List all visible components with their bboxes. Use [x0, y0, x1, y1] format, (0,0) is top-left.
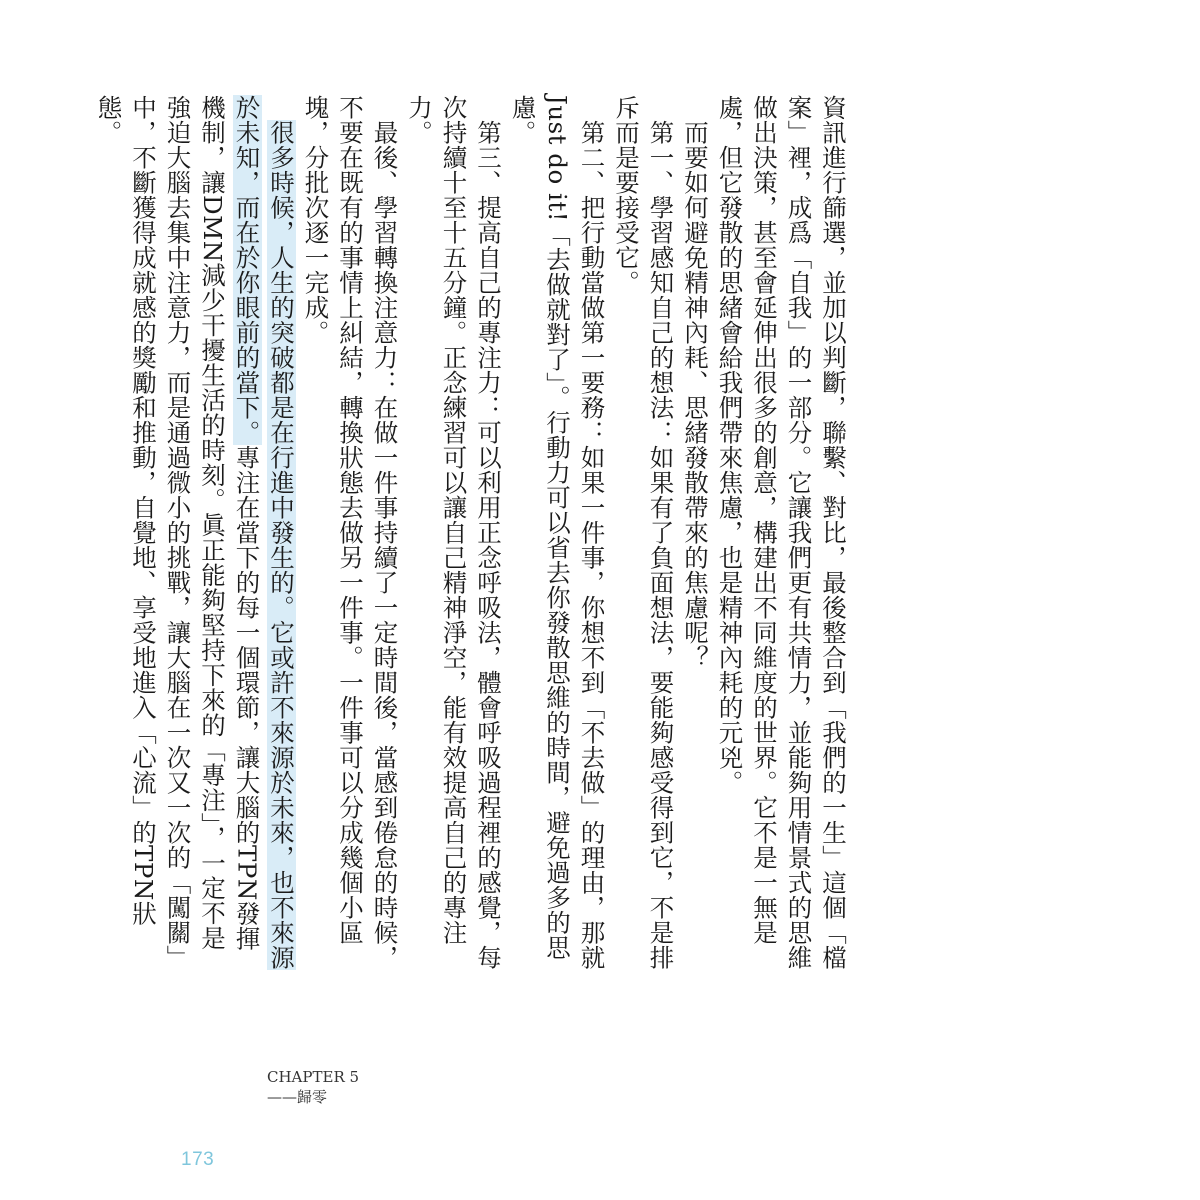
- paragraph-7-rest: 專注在當下的每一個環節，讓大腦的TPN發揮機制，讓DMN減少干擾生活的時刻。眞正能夠堅持下來的「專注」，一定不是強迫大腦去集中注意力，而是通過微小的挑戰，讓大腦在一次又一次的「闖關」中，不斷獲得成就感的獎勵和推動，自覺地、享受地進入「心流」的TPN狀態。: [94, 95, 262, 970]
- chapter-label: CHAPTER 5: [267, 1068, 360, 1086]
- paragraph-7: [91, 95, 298, 975]
- paragraph-2: 而要如何避免精神內耗、思緒發散帶來的焦慮呢？: [681, 119, 710, 670]
- paragraph-1: 資訊進行篩選，並加以判斷，聯繫、對比，最後整合到「我們的一生」這個「檔案」裡，成爲「自我」的一部分。它讓我們更有共情力，並能夠用情景式的思維做出決策，甚至會延伸出很多的創意，構建出不同維度的世界。它不是一無是處，但它發散的思緒會給我們帶來焦慮，也是精神內耗的元兇。: [715, 95, 848, 970]
- paragraph-3: 第一、學習感知自己的想法：如果有了負面想法，要能夠感受得到它，不是排斥而是要接受它。: [612, 95, 676, 970]
- paragraph-6: 最後、學習轉換注意力：在做一件事持續了一定時間後，當感到倦怠的時候，不要在既有的事情上糾結，轉換狀態去做另一件事。一件事可以分成幾個小區塊，分批次逐一完成。: [301, 95, 400, 970]
- highlighted-text: 很多時候，人生的突破都是在行進中發生的。它或許不來源於未來，也不來源於未知，而在於你眼前的當下。: [232, 95, 296, 970]
- paragraph-4: 第二、把行動當做第一要務：如果一件事，你想不到「不去做」的理由，那就Just do it!「去做就對了」。行動力可以省去你發散思維的時間，避免過多的思慮。: [508, 95, 607, 970]
- paragraph-5: 第三、提高自己的專注力：可以利用正念呼吸法，體會呼吸過程裡的感覺，每次持續十至十五分鐘。正念練習可以讓自己精神淨空，能有效提高自己的專注力。: [405, 95, 503, 970]
- chapter-footer: [267, 1067, 359, 1107]
- page-number: 173: [181, 1149, 215, 1170]
- chapter-title: ——歸零: [267, 1088, 328, 1106]
- body-text: [91, 95, 850, 975]
